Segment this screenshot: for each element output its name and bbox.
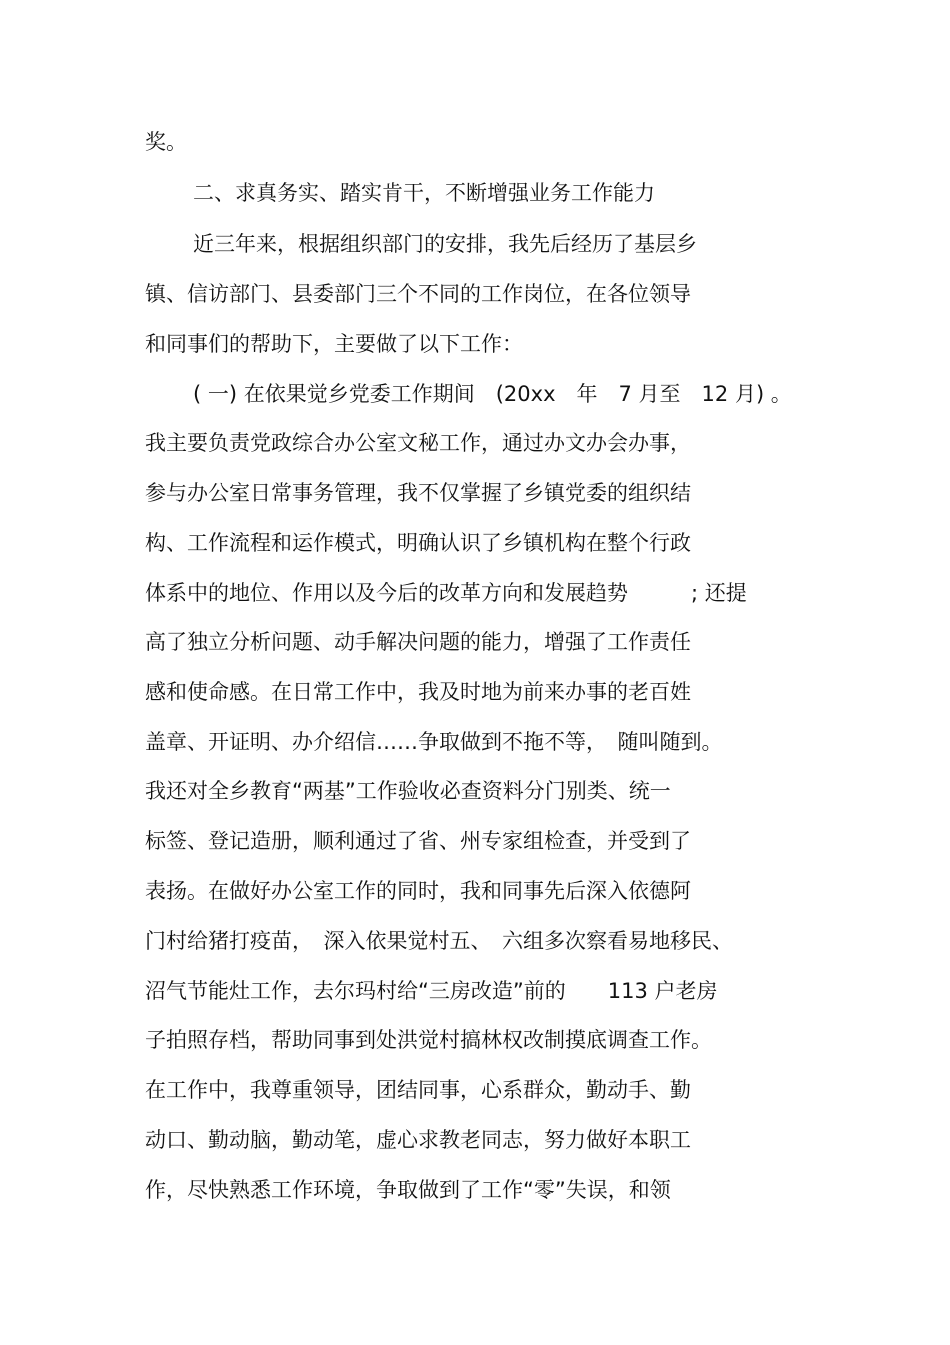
text-line: 感和使命感。在日常工作中，我及时地为前来办事的老百姓 [145, 680, 691, 704]
text-line: 门村给猪打疫苗， 深入依果觉村五、 六组多次察看易地移民、 [145, 929, 733, 953]
text-line: 高了独立分析问题、动手解决问题的能力，增强了工作责任 [145, 630, 691, 654]
text-line: 体系中的地位、作用以及今后的改革方向和发展趋势 ; 还提 [145, 581, 747, 605]
text-line: 镇、信访部门、县委部门三个不同的工作岗位，在各位领导 [145, 282, 691, 306]
text-line: 我主要负责党政综合办公室文秘工作，通过办文办会办事， [145, 431, 691, 455]
text-line: 奖。 [145, 130, 187, 154]
text-line: 表扬。在做好办公室工作的同时，我和同事先后深入依德阿 [145, 879, 691, 903]
text-line: 作，尽快熟悉工作环境，争取做到了工作“零”失误，和领 [145, 1178, 671, 1202]
section-heading: 二、求真务实、踏实肯干，不断增强业务工作能力 [193, 181, 655, 205]
text-line: 动口、勤动脑，勤动笔，虚心求教老同志，努力做好本职工 [145, 1128, 691, 1152]
text-line: 沼气节能灶工作，去尔玛村给“三房改造”前的 113 户老房 [145, 979, 718, 1003]
text-line: 在工作中，我尊重领导，团结同事，心系群众，勤动手、勤 [145, 1078, 691, 1102]
text-line: 我还对全乡教育“两基”工作验收必查资料分门别类、统一 [145, 779, 671, 803]
text-line: 构、工作流程和运作模式，明确认识了乡镇机构在整个行政 [145, 531, 691, 555]
subsection-heading: ( 一) 在依果觉乡党委工作期间 (20xx 年 7 月至 12 月) 。 [193, 382, 792, 406]
text-line: 子拍照存档，帮助同事到处洪觉村搞林权改制摸底调查工作。 [145, 1028, 712, 1052]
text-line: 和同事们的帮助下，主要做了以下工作： [145, 332, 523, 356]
text-line: 参与办公室日常事务管理，我不仅掌握了乡镇党委的组织结 [145, 481, 691, 505]
text-line: 盖章、开证明、办介绍信……争取做到不拖不等， 随叫随到。 [145, 730, 723, 754]
text-line: 近三年来，根据组织部门的安排，我先后经历了基层乡 [193, 232, 697, 256]
text-line: 标签、登记造册，顺利通过了省、州专家组检查，并受到了 [145, 829, 691, 853]
